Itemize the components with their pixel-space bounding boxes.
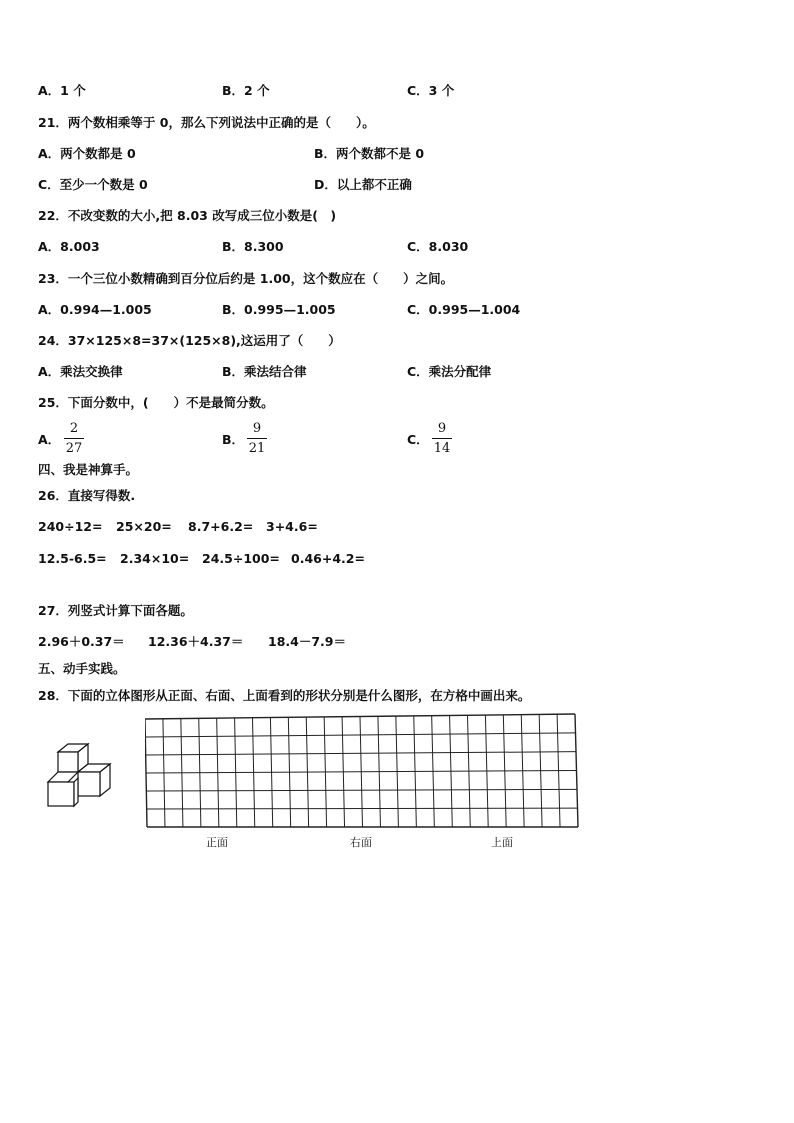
q21-option-d: D．以上都不正确 (314, 177, 412, 192)
q25-option-a-fraction (62, 421, 86, 456)
q20-option-a: A．1 个 (38, 83, 86, 98)
q24-option-c: C．乘法分配律 (407, 364, 492, 379)
q25-option-b-letter: B． (222, 432, 245, 447)
q26-stem: 26．直接写得数. (38, 488, 136, 503)
q26-item: 240÷12= (38, 519, 103, 534)
q21-option-c: C．至少一个数是 0 (38, 177, 148, 192)
q26-item: 24.5÷100= (202, 551, 280, 566)
q22-option-b: B．8.300 (222, 239, 284, 254)
q26-item: 25×20= (116, 519, 172, 534)
q22-stem: 22．不改变数的大小,把 8.03 改写成三位小数是( ) (38, 208, 337, 223)
q24-stem: 24．37×125×8=37×(125×8),这运用了（ ） (38, 333, 341, 348)
fraction-bar (64, 438, 84, 439)
q21-stem: 21．两个数相乘等于 0，那么下列说法中正确的是（ ）。 (38, 115, 375, 130)
q27-item: 2.96＋0.37＝ (38, 634, 125, 649)
fraction-numerator: 9 (437, 421, 447, 436)
section-5-heading: 五、动手实践。 (38, 661, 126, 676)
q26-item: 8.7+6.2= (188, 519, 254, 534)
fraction-bar (432, 438, 452, 439)
q28-stem: 28．下面的立体图形从正面、右面、上面看到的形状分别是什么图形，在方格中画出来。 (38, 688, 531, 703)
q26-item: 0.46+4.2= (291, 551, 365, 566)
q21-option-a: A．两个数都是 0 (38, 146, 136, 161)
cube-figure (44, 742, 118, 808)
drawing-grid[interactable] (145, 713, 579, 831)
fraction-denominator: 14 (433, 441, 451, 456)
grid-label-right: 右面 (350, 836, 372, 849)
fraction-bar (247, 438, 267, 439)
q26-item: 12.5-6.5= (38, 551, 107, 566)
fraction-numerator: 2 (69, 421, 79, 436)
q25-option-a-letter: A． (38, 432, 61, 447)
q23-option-a: A．0.994—1.005 (38, 302, 152, 317)
grid-line (145, 719, 147, 827)
q20-option-c: C．3 个 (407, 83, 455, 98)
grid-label-top: 上面 (491, 836, 513, 849)
q26-item: 2.34×10= (120, 551, 190, 566)
q25-option-c-fraction (430, 421, 454, 456)
q27-stem: 27．列竖式计算下面各题。 (38, 603, 193, 618)
q25-stem: 25．下面分数中，( ）不是最简分数。 (38, 395, 274, 410)
q20-option-b: B．2 个 (222, 83, 270, 98)
q27-item: 12.36＋4.37＝ (148, 634, 244, 649)
q24-option-a: A．乘法交换律 (38, 364, 123, 379)
q22-option-c: C．8.030 (407, 239, 469, 254)
q23-option-c: C．0.995—1.004 (407, 302, 521, 317)
q22-option-a: A．8.003 (38, 239, 100, 254)
q26-item: 3+4.6= (266, 519, 318, 534)
section-4-heading: 四、我是神算手。 (38, 462, 139, 477)
fraction-numerator: 9 (252, 421, 262, 436)
q25-option-b-fraction (245, 421, 269, 456)
q27-item: 18.4－7.9＝ (268, 634, 346, 649)
fraction-denominator: 27 (65, 441, 83, 456)
q25-option-c-letter: C． (407, 432, 429, 447)
q21-option-b: B．两个数都不是 0 (314, 146, 425, 161)
grid-label-front: 正面 (206, 836, 228, 849)
fraction-denominator: 21 (248, 441, 266, 456)
q23-stem: 23．一个三位小数精确到百分位后约是 1.00，这个数应在（ ）之间。 (38, 271, 454, 286)
q24-option-b: B．乘法结合律 (222, 364, 307, 379)
q23-option-b: B．0.995—1.005 (222, 302, 336, 317)
